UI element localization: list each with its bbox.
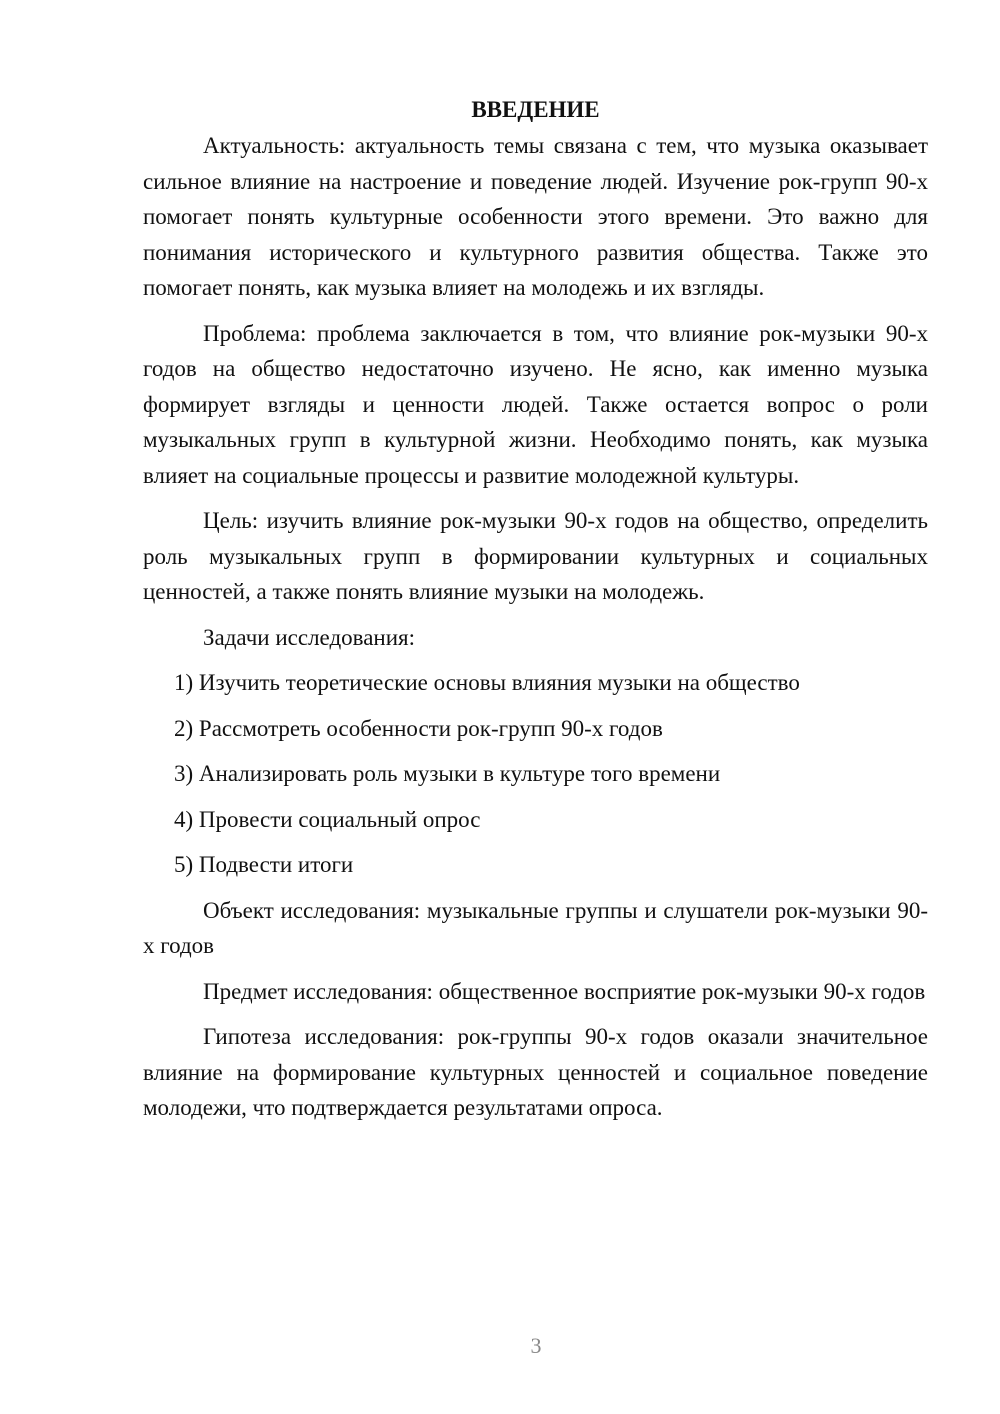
page-number: 3 xyxy=(530,1333,542,1358)
document-page xyxy=(143,92,928,1136)
paragraph-subject: Предмет исследования: общественное восприятие рок-музыки 90-х годов xyxy=(203,978,926,1004)
section-title: ВВЕДЕНИЕ xyxy=(471,97,600,122)
paragraph-goal: Цель: изучить влияние рок-музыки 90-х годов на общество, определить роль музыкальных групп в формировании культурных и социальных ценностей, а также понять влияние музыки на молодежь. xyxy=(143,508,928,604)
paragraph-object: Объект исследования: музыкальные группы и слушатели рок-музыки 90-х годов xyxy=(143,897,928,958)
list-item: 3) Анализировать роль музыки в культуре того времени xyxy=(174,761,721,786)
list-item: 4) Провести социальный опрос xyxy=(174,806,481,832)
paragraph-problem: Проблема: проблема заключается в том, что влияние рок-музыки 90-х годов на общество недостаточно изучено. Не ясно, как именно музыка формирует взгляды и ценности людей. Также остается вопрос о роли музыкальных групп в культурной жизни. Необходимо понять, как музыка влияет на социальные процессы и развитие молодежной культуры. xyxy=(143,320,928,488)
list-item: 2) Рассмотреть особенности рок-групп 90-х годов xyxy=(174,715,663,741)
paragraph-relevance: Актуальность: актуальность темы связана с тем, что музыка оказывает сильное влияние на настроение и поведение людей. Изучение рок-групп 90-х помогает понять культурные особенности этого времени. Это важно для понимания исторического и культурного развития общества. Также это помогает понять, как музыка влияет на молодежь и их взгляды. xyxy=(143,133,928,300)
list-item: 1) Изучить теоретические основы влияния музыки на общество xyxy=(174,670,800,695)
list-item: 5) Подвести итоги xyxy=(174,852,354,877)
tasks-list xyxy=(143,665,928,883)
tasks-heading: Задачи исследования: xyxy=(203,624,416,650)
paragraph-hypothesis: Гипотеза исследования: рок-группы 90-х годов оказали значительное влияние на формирование культурных ценностей и социальное поведение молодежи, что подтверждается результатами опроса. xyxy=(143,1024,928,1120)
